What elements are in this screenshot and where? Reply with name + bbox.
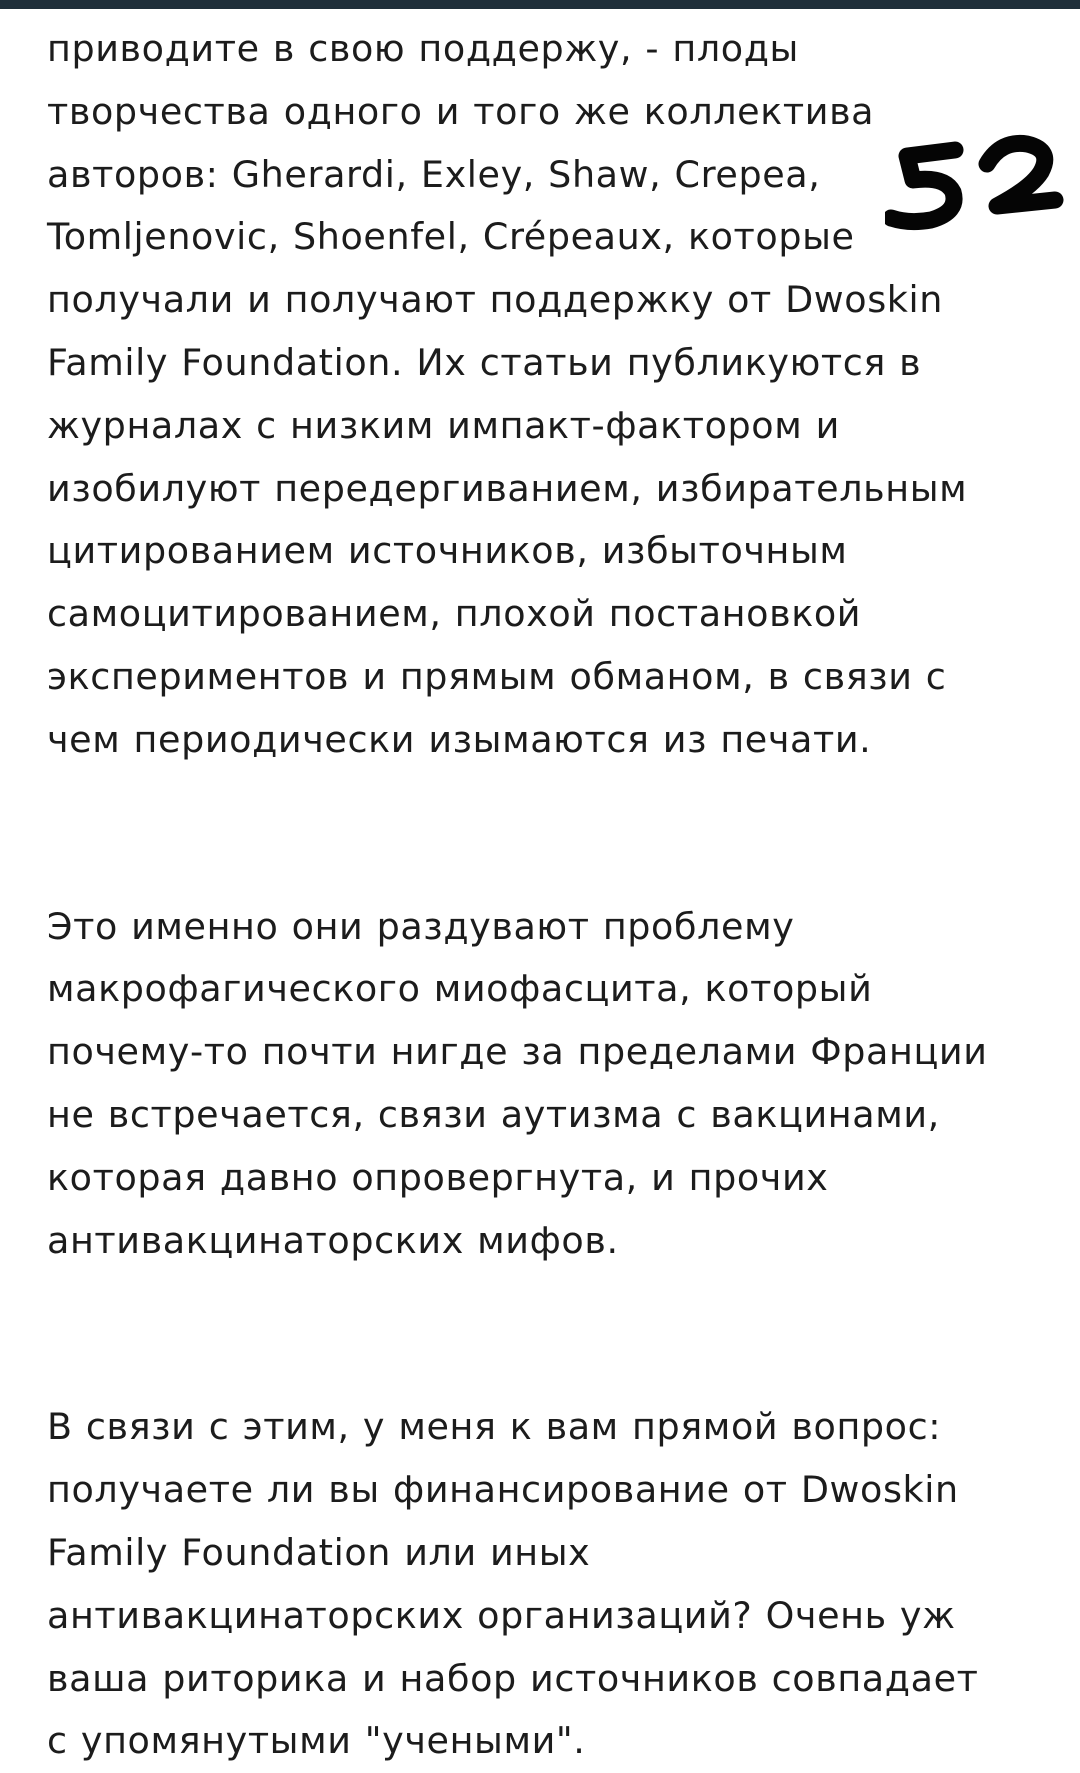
text-line: Family Foundation. Их статьи публикуются в bbox=[47, 340, 922, 384]
text-line: с упомянутыми "учеными". bbox=[47, 1719, 586, 1763]
paragraph-2 bbox=[47, 896, 1057, 1273]
paragraph-3 bbox=[47, 1396, 1057, 1773]
text-line: экспериментов и прямым обманом, в связи с bbox=[47, 654, 947, 698]
paragraph-spacer bbox=[47, 772, 1057, 896]
text-line: журналах с низким импакт-фактором и bbox=[47, 403, 840, 447]
text-line: приводите в свою поддержу, - плоды bbox=[47, 27, 799, 70]
text-line: Это именно они раздувают проблему bbox=[47, 904, 795, 948]
top-edge-bar bbox=[0, 0, 1080, 9]
text-line: антивакцинаторских мифов. bbox=[47, 1218, 619, 1262]
text-line: не встречается, связи аутизма с вакцинами, bbox=[47, 1092, 940, 1136]
text-line: творчества одного и того же коллектива bbox=[47, 89, 875, 133]
text-line: авторов: Gherardi, Exley, Shaw, Crepea, bbox=[47, 152, 821, 196]
text-line: Tomljenovic, Shoenfel, Crépeaux, которые bbox=[47, 215, 855, 259]
text-line: антивакцинаторских организаций? Очень уж bbox=[47, 1593, 956, 1637]
paragraph-spacer bbox=[47, 1272, 1057, 1396]
text-line: ваша риторика и набор источников совпадает bbox=[47, 1656, 979, 1700]
text-line: получаете ли вы финансирование от Dwoskin bbox=[47, 1468, 959, 1512]
text-line: Family Foundation или иных bbox=[47, 1530, 591, 1574]
text-line: которая давно опровергнута, и прочих bbox=[47, 1155, 829, 1199]
text-line: В связи с этим, у меня к вам прямой вопрос: bbox=[47, 1405, 942, 1449]
handwritten-number-annotation bbox=[885, 128, 1075, 238]
text-line: почему-то почти нигде за пределами Франции bbox=[47, 1030, 988, 1074]
text-line: макрофагического миофасцита, который bbox=[47, 967, 873, 1011]
text-line: чем периодически изымаются из печати. bbox=[47, 717, 872, 761]
comment-body bbox=[47, 18, 1057, 1773]
text-line: самоцитированием, плохой постановкой bbox=[47, 592, 862, 636]
text-line: изобилуют передергиванием, избирательным bbox=[47, 466, 968, 510]
text-line: цитированием источников, избыточным bbox=[47, 529, 848, 573]
text-line: получали и получают поддержку от Dwoskin bbox=[47, 278, 944, 322]
